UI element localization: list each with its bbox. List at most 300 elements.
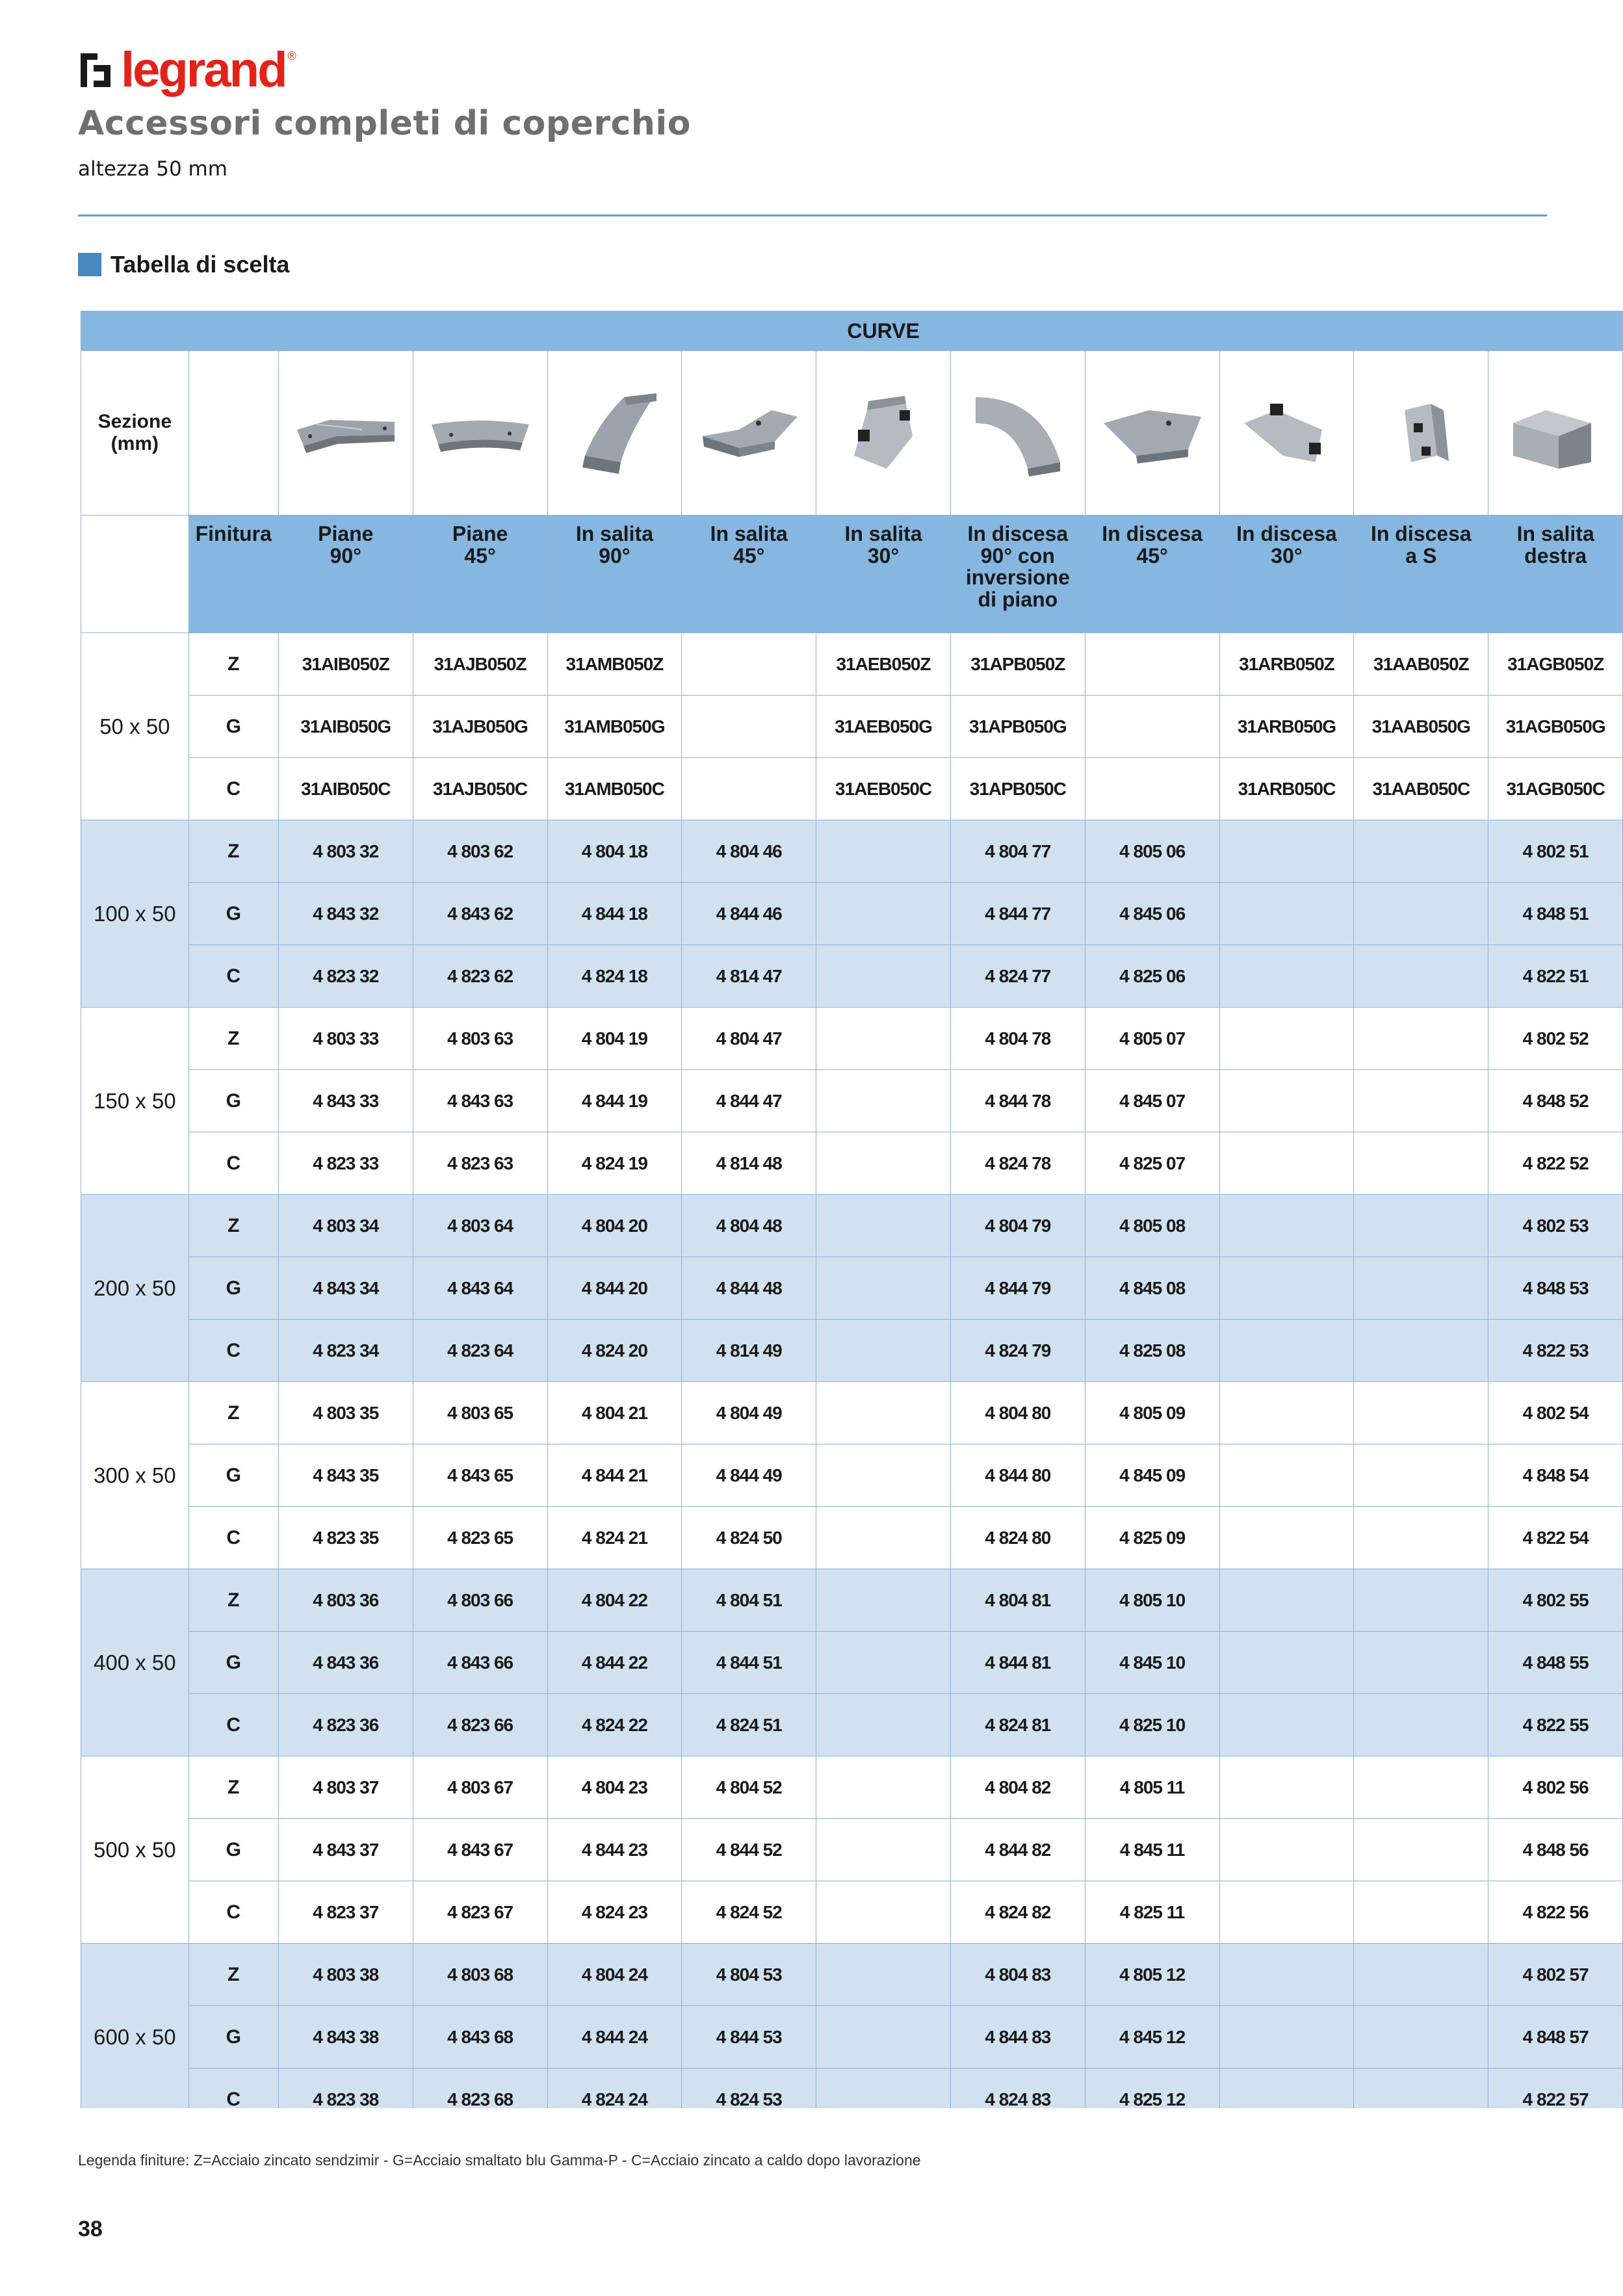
finish-code-cell: Z — [188, 820, 278, 883]
header-cell-empty — [188, 311, 278, 351]
article-code-cell: 4 845 10 — [1085, 1632, 1219, 1694]
article-code-cell: 4 805 11 — [1085, 1756, 1219, 1819]
article-code-cell: 4 824 22 — [547, 1694, 682, 1756]
section-size-cell: 500 x 50 — [81, 1756, 189, 1944]
legrand-logo — [78, 42, 296, 98]
finish-code-cell: C — [188, 1881, 278, 1944]
article-code-cell: 4 844 49 — [682, 1444, 816, 1507]
article-code-cell: 4 843 35 — [278, 1444, 413, 1507]
article-code-cell: 4 804 51 — [682, 1569, 816, 1632]
article-code-cell: 4 844 46 — [682, 883, 816, 945]
article-code-cell — [1354, 1257, 1488, 1320]
article-code-cell: 4 825 08 — [1085, 1320, 1219, 1382]
falling-bend-30-image — [1231, 384, 1342, 482]
section-size-cell: 400 x 50 — [81, 1569, 189, 1756]
finish-code-cell: G — [188, 696, 278, 758]
article-code-cell — [1354, 1444, 1488, 1507]
table-row — [81, 696, 1623, 758]
article-code-cell: 4 845 11 — [1085, 1819, 1219, 1881]
table-row — [81, 1819, 1623, 1881]
finish-code-cell: Z — [188, 1008, 278, 1070]
column-label: In discesa 30° — [1219, 515, 1354, 633]
article-code-cell — [682, 696, 816, 758]
finish-code-cell: C — [188, 1132, 278, 1195]
column-label: In salita destra — [1488, 515, 1623, 633]
article-code-cell: 4 803 63 — [413, 1008, 547, 1070]
article-code-cell: 4 804 21 — [547, 1382, 682, 1444]
finitura-label: Finitura — [188, 515, 278, 633]
article-code-cell — [1354, 1944, 1488, 2006]
article-code-cell — [1354, 1569, 1488, 1632]
article-code-cell: 4 814 49 — [682, 1320, 816, 1382]
article-code-cell: 4 804 18 — [547, 820, 682, 883]
article-code-cell: 4 803 64 — [413, 1195, 547, 1257]
article-code-cell — [1219, 1070, 1354, 1132]
article-code-cell: 4 803 32 — [278, 820, 413, 883]
article-code-cell: 4 823 63 — [413, 1132, 547, 1195]
article-code-cell: 4 848 54 — [1488, 1444, 1623, 1507]
article-code-cell: 4 804 49 — [682, 1382, 816, 1444]
column-label: Piane 90° — [278, 515, 413, 633]
article-code-cell: 4 803 33 — [278, 1008, 413, 1070]
article-code-cell: 4 844 20 — [547, 1257, 682, 1320]
article-code-cell — [1354, 2068, 1488, 2109]
column-label: In discesa a S — [1354, 515, 1488, 633]
product-image-cell — [413, 351, 547, 515]
column-label: In discesa 90° con inversione di piano — [950, 515, 1085, 633]
article-code-cell: 4 824 53 — [682, 2068, 816, 2109]
article-code-cell — [816, 1632, 951, 1694]
article-code-cell — [816, 883, 951, 945]
article-code-cell: 4 805 06 — [1085, 820, 1219, 883]
article-code-cell: 4 803 34 — [278, 1195, 413, 1257]
article-code-cell — [1354, 1195, 1488, 1257]
finish-code-cell: G — [188, 883, 278, 945]
article-code-cell: 4 804 77 — [950, 820, 1085, 883]
article-code-cell — [816, 1569, 951, 1632]
article-code-cell — [1354, 945, 1488, 1008]
article-code-cell: 4 804 48 — [682, 1195, 816, 1257]
article-code-cell: 4 844 23 — [547, 1819, 682, 1881]
article-code-cell: 31AMB050G — [547, 696, 682, 758]
finish-code-cell: C — [188, 758, 278, 820]
article-code-cell: 4 824 18 — [547, 945, 682, 1008]
article-code-cell — [1219, 1819, 1354, 1881]
legrand-mark-icon — [78, 51, 113, 90]
article-code-cell: 4 804 81 — [950, 1569, 1085, 1632]
article-code-cell: 31AGB050G — [1488, 696, 1623, 758]
table-row — [81, 1944, 1623, 2006]
article-code-cell: 4 848 57 — [1488, 2006, 1623, 2068]
table-row — [81, 883, 1623, 945]
article-code-cell: 31AMB050C — [547, 758, 682, 820]
header-rule — [78, 215, 1547, 216]
article-code-cell: 4 823 37 — [278, 1881, 413, 1944]
column-label: In discesa 45° — [1085, 515, 1219, 633]
rising-bend-90-image — [559, 384, 669, 482]
article-code-cell: 4 825 06 — [1085, 945, 1219, 1008]
article-code-cell: 31AJB050G — [413, 696, 547, 758]
article-code-cell — [816, 820, 951, 883]
article-code-cell: 4 803 36 — [278, 1569, 413, 1632]
article-code-cell: 4 803 62 — [413, 820, 547, 883]
article-code-cell — [816, 1944, 951, 2006]
article-code-cell: 4 824 83 — [950, 2068, 1085, 2109]
table-row — [81, 1569, 1623, 1632]
group-label-curve: CURVE — [278, 311, 1488, 351]
article-code-cell: 4 844 80 — [950, 1444, 1085, 1507]
finish-legend: Legenda finiture: Z=Acciaio zincato sendzimir - G=Acciaio smaltato blu Gamma-P - C=Acciaio zincato a caldo dopo lavorazione — [78, 2152, 921, 2169]
article-code-cell — [1219, 1632, 1354, 1694]
article-code-cell: 4 824 19 — [547, 1132, 682, 1195]
column-label: In salita 90° — [547, 515, 682, 633]
article-code-cell: 4 823 32 — [278, 945, 413, 1008]
registered-mark: ® — [287, 49, 296, 62]
flat-bend-90-image — [291, 384, 401, 482]
header-row-images — [81, 351, 1623, 515]
article-code-cell: 4 822 52 — [1488, 1132, 1623, 1195]
section-size-cell: 200 x 50 — [81, 1195, 189, 1382]
article-code-cell: 4 843 66 — [413, 1632, 547, 1694]
article-code-cell: 4 843 63 — [413, 1070, 547, 1132]
table-row — [81, 1195, 1623, 1257]
article-code-cell: 4 803 38 — [278, 1944, 413, 2006]
article-code-cell: 4 822 56 — [1488, 1881, 1623, 1944]
article-code-cell: 4 844 77 — [950, 883, 1085, 945]
table-row — [81, 1257, 1623, 1320]
product-image-cell — [1488, 351, 1623, 515]
article-code-cell: 4 845 07 — [1085, 1070, 1219, 1132]
article-code-cell: 4 802 57 — [1488, 1944, 1623, 2006]
article-code-cell: 4 804 83 — [950, 1944, 1085, 2006]
article-code-cell: 4 844 53 — [682, 2006, 816, 2068]
article-code-cell: 4 844 83 — [950, 2006, 1085, 2068]
article-code-cell: 4 804 46 — [682, 820, 816, 883]
article-code-cell: 4 844 24 — [547, 2006, 682, 2068]
article-code-cell: 4 848 56 — [1488, 1819, 1623, 1881]
article-code-cell: 4 803 68 — [413, 1944, 547, 2006]
article-code-cell — [1219, 1008, 1354, 1070]
finish-code-cell: Z — [188, 1944, 278, 2006]
article-code-cell: 31AAB050Z — [1354, 633, 1488, 696]
article-code-cell: 4 822 51 — [1488, 945, 1623, 1008]
product-image-cell — [1219, 351, 1354, 515]
article-code-cell — [1219, 2006, 1354, 2068]
article-code-cell — [1354, 1507, 1488, 1569]
article-code-cell: 4 843 62 — [413, 883, 547, 945]
article-code-cell — [816, 1257, 951, 1320]
table-row — [81, 758, 1623, 820]
article-code-cell: 4 804 47 — [682, 1008, 816, 1070]
article-code-cell — [1219, 1569, 1354, 1632]
product-image-cell — [1354, 351, 1488, 515]
article-code-cell: 4 843 38 — [278, 2006, 413, 2068]
article-code-cell: 4 844 19 — [547, 1070, 682, 1132]
article-code-cell: 4 844 81 — [950, 1632, 1085, 1694]
article-code-cell: 4 823 33 — [278, 1132, 413, 1195]
article-code-cell — [1219, 820, 1354, 883]
table-row — [81, 1008, 1623, 1070]
article-code-cell: 4 803 66 — [413, 1569, 547, 1632]
table-row — [81, 1132, 1623, 1195]
product-image-cell — [278, 351, 413, 515]
article-code-cell: 4 824 77 — [950, 945, 1085, 1008]
article-code-cell — [1354, 1132, 1488, 1195]
finish-code-cell: G — [188, 1444, 278, 1507]
article-code-cell — [816, 1819, 951, 1881]
article-code-cell: 4 814 47 — [682, 945, 816, 1008]
article-code-cell: 4 844 82 — [950, 1819, 1085, 1881]
finish-code-cell: Z — [188, 1382, 278, 1444]
article-code-cell: 4 804 22 — [547, 1569, 682, 1632]
article-code-cell: 31AAB050G — [1354, 696, 1488, 758]
article-code-cell: 4 843 68 — [413, 2006, 547, 2068]
article-code-cell: 4 802 56 — [1488, 1756, 1623, 1819]
finish-code-cell: G — [188, 2006, 278, 2068]
article-code-cell: 4 823 35 — [278, 1507, 413, 1569]
table-row — [81, 2006, 1623, 2068]
article-code-cell: 4 803 65 — [413, 1382, 547, 1444]
section-size-cell: 100 x 50 — [81, 820, 189, 1008]
article-code-cell — [1219, 1257, 1354, 1320]
article-code-cell — [1354, 820, 1488, 883]
finish-code-cell: C — [188, 945, 278, 1008]
section-title: Tabella di scelta — [110, 251, 290, 278]
article-code-cell: 4 823 62 — [413, 945, 547, 1008]
finish-code-cell: G — [188, 1632, 278, 1694]
product-image-cell — [816, 351, 951, 515]
article-code-cell: 4 843 65 — [413, 1444, 547, 1507]
article-code-cell: 4 823 38 — [278, 2068, 413, 2109]
header-cell-empty — [1488, 311, 1623, 351]
article-code-cell — [1354, 1008, 1488, 1070]
article-code-cell: 31AAB050C — [1354, 758, 1488, 820]
article-code-cell: 4 825 10 — [1085, 1694, 1219, 1756]
article-code-cell: 4 823 36 — [278, 1694, 413, 1756]
article-code-cell: 31APB050Z — [950, 633, 1085, 696]
article-code-cell: 4 804 24 — [547, 1944, 682, 2006]
article-code-cell — [816, 945, 951, 1008]
article-code-cell — [1354, 1382, 1488, 1444]
article-code-cell: 4 824 82 — [950, 1881, 1085, 1944]
finish-code-cell: Z — [188, 1756, 278, 1819]
article-code-cell: 4 802 54 — [1488, 1382, 1623, 1444]
article-code-cell: 31AIB050C — [278, 758, 413, 820]
article-code-cell — [1219, 1756, 1354, 1819]
article-code-cell — [1219, 883, 1354, 945]
section-size-cell: 150 x 50 — [81, 1008, 189, 1195]
article-code-cell: 4 823 67 — [413, 1881, 547, 1944]
article-code-cell — [1219, 1320, 1354, 1382]
article-code-cell — [816, 1444, 951, 1507]
sezione-label — [81, 351, 189, 515]
section-size-cell: 50 x 50 — [81, 633, 189, 820]
product-image-cell — [547, 351, 682, 515]
article-code-cell — [816, 2006, 951, 2068]
page-number: 38 — [78, 2217, 103, 2241]
article-code-cell: 4 843 36 — [278, 1632, 413, 1694]
article-code-cell — [1354, 1632, 1488, 1694]
article-code-cell: 4 804 82 — [950, 1756, 1085, 1819]
article-code-cell: 4 803 35 — [278, 1382, 413, 1444]
article-code-cell: 4 822 54 — [1488, 1507, 1623, 1569]
finish-code-cell: G — [188, 1819, 278, 1881]
article-code-cell: 4 845 12 — [1085, 2006, 1219, 2068]
article-code-cell — [1085, 633, 1219, 696]
finish-code-cell: Z — [188, 1569, 278, 1632]
table-row — [81, 1632, 1623, 1694]
article-code-cell: 4 825 09 — [1085, 1507, 1219, 1569]
article-code-cell: 31APB050G — [950, 696, 1085, 758]
table-row — [81, 1444, 1623, 1507]
article-code-cell: 4 804 52 — [682, 1756, 816, 1819]
table-row — [81, 2068, 1623, 2109]
article-code-cell: 4 814 48 — [682, 1132, 816, 1195]
article-code-cell — [1354, 883, 1488, 945]
article-code-cell: 4 805 07 — [1085, 1008, 1219, 1070]
article-code-cell: 4 805 10 — [1085, 1569, 1219, 1632]
article-code-cell: 4 805 12 — [1085, 1944, 1219, 2006]
article-code-cell: 4 825 11 — [1085, 1881, 1219, 1944]
product-image-cell — [682, 351, 816, 515]
article-code-cell — [816, 1382, 951, 1444]
column-label: In salita 30° — [816, 515, 951, 633]
article-code-cell: 31APB050C — [950, 758, 1085, 820]
finish-code-cell: C — [188, 2068, 278, 2109]
column-label: Piane 45° — [413, 515, 547, 633]
section-square-icon — [78, 253, 101, 276]
article-code-cell: 4 844 21 — [547, 1444, 682, 1507]
article-code-cell: 4 804 78 — [950, 1008, 1085, 1070]
article-code-cell: 31ARB050C — [1219, 758, 1354, 820]
article-code-cell — [1219, 1382, 1354, 1444]
article-code-cell — [1354, 1070, 1488, 1132]
article-code-cell: 4 824 51 — [682, 1694, 816, 1756]
article-code-cell: 4 844 22 — [547, 1632, 682, 1694]
table-row — [81, 945, 1623, 1008]
article-code-cell — [1219, 1944, 1354, 2006]
article-code-cell — [1354, 1819, 1488, 1881]
article-code-cell: 4 824 24 — [547, 2068, 682, 2109]
article-code-cell: 31ARB050Z — [1219, 633, 1354, 696]
article-code-cell: 31AJB050C — [413, 758, 547, 820]
article-code-cell: 4 824 78 — [950, 1132, 1085, 1195]
article-code-cell — [1354, 1756, 1488, 1819]
page-title: Accessori completi di coperchio — [78, 104, 691, 143]
article-code-cell: 4 823 34 — [278, 1320, 413, 1382]
article-code-cell: 31AMB050Z — [547, 633, 682, 696]
rising-right-bend-image — [1500, 384, 1611, 482]
header-cell-empty — [81, 515, 189, 633]
article-code-cell: 4 823 66 — [413, 1694, 547, 1756]
product-image-cell — [1085, 351, 1219, 515]
article-code-cell — [816, 1881, 951, 1944]
selection-table — [81, 311, 1623, 2108]
rising-bend-45-image — [694, 384, 804, 482]
article-code-cell: 4 822 53 — [1488, 1320, 1623, 1382]
article-code-cell: 4 844 79 — [950, 1257, 1085, 1320]
article-code-cell: 4 848 52 — [1488, 1070, 1623, 1132]
finish-code-cell: C — [188, 1320, 278, 1382]
article-code-cell: 31AGB050C — [1488, 758, 1623, 820]
article-code-cell — [1219, 1195, 1354, 1257]
table-row — [81, 1320, 1623, 1382]
article-code-cell: 4 848 51 — [1488, 883, 1623, 945]
article-code-cell — [1085, 758, 1219, 820]
article-code-cell: 4 844 78 — [950, 1070, 1085, 1132]
table-row — [81, 1756, 1623, 1819]
article-code-cell — [1354, 1881, 1488, 1944]
article-code-cell: 4 843 34 — [278, 1257, 413, 1320]
article-code-cell: 4 823 65 — [413, 1507, 547, 1569]
article-code-cell — [816, 1756, 951, 1819]
flat-bend-45-image — [425, 384, 536, 482]
article-code-cell — [1219, 1694, 1354, 1756]
article-code-cell: 31AGB050Z — [1488, 633, 1623, 696]
article-code-cell: 4 843 32 — [278, 883, 413, 945]
article-code-cell: 4 844 47 — [682, 1070, 816, 1132]
article-code-cell — [816, 1320, 951, 1382]
article-code-cell: 4 843 33 — [278, 1070, 413, 1132]
selection-table-wrapper — [81, 311, 1623, 2108]
article-code-cell: 4 803 37 — [278, 1756, 413, 1819]
article-code-cell: 31ARB050G — [1219, 696, 1354, 758]
article-code-cell: 31AJB050Z — [413, 633, 547, 696]
finish-code-cell: G — [188, 1257, 278, 1320]
article-code-cell: 4 805 08 — [1085, 1195, 1219, 1257]
article-code-cell: 4 804 79 — [950, 1195, 1085, 1257]
article-code-cell — [1219, 1132, 1354, 1195]
table-row — [81, 820, 1623, 883]
article-code-cell: 4 824 20 — [547, 1320, 682, 1382]
article-code-cell: 4 824 21 — [547, 1507, 682, 1569]
article-code-cell — [816, 1694, 951, 1756]
article-code-cell — [1219, 2068, 1354, 2109]
article-code-cell: 4 802 52 — [1488, 1008, 1623, 1070]
article-code-cell: 4 824 80 — [950, 1507, 1085, 1569]
article-code-cell: 4 822 57 — [1488, 2068, 1623, 2109]
article-code-cell — [1354, 1320, 1488, 1382]
table-row — [81, 1382, 1623, 1444]
article-code-cell — [816, 1507, 951, 1569]
finish-code-cell: C — [188, 1694, 278, 1756]
article-code-cell: 4 844 51 — [682, 1632, 816, 1694]
article-code-cell: 4 823 64 — [413, 1320, 547, 1382]
article-code-cell: 4 824 23 — [547, 1881, 682, 1944]
article-code-cell: 31AIB050G — [278, 696, 413, 758]
article-code-cell: 4 824 50 — [682, 1507, 816, 1569]
article-code-cell: 4 845 09 — [1085, 1444, 1219, 1507]
table-row — [81, 1507, 1623, 1569]
table-row — [81, 1881, 1623, 1944]
article-code-cell: 4 843 67 — [413, 1819, 547, 1881]
header-row-group — [81, 311, 1623, 351]
article-code-cell: 4 802 53 — [1488, 1195, 1623, 1257]
article-code-cell: 31AEB050G — [816, 696, 951, 758]
article-code-cell: 4 804 80 — [950, 1382, 1085, 1444]
product-image-cell — [950, 351, 1085, 515]
page-subtitle: altezza 50 mm — [78, 157, 227, 181]
header-row-labels — [81, 515, 1623, 633]
article-code-cell: 4 844 48 — [682, 1257, 816, 1320]
article-code-cell — [816, 1070, 951, 1132]
article-code-cell: 4 805 09 — [1085, 1382, 1219, 1444]
article-code-cell — [682, 633, 816, 696]
sezione-label-text: Sezione (mm) — [97, 410, 172, 454]
article-code-cell — [816, 2068, 951, 2109]
article-code-cell: 4 823 68 — [413, 2068, 547, 2109]
table-row — [81, 1694, 1623, 1756]
